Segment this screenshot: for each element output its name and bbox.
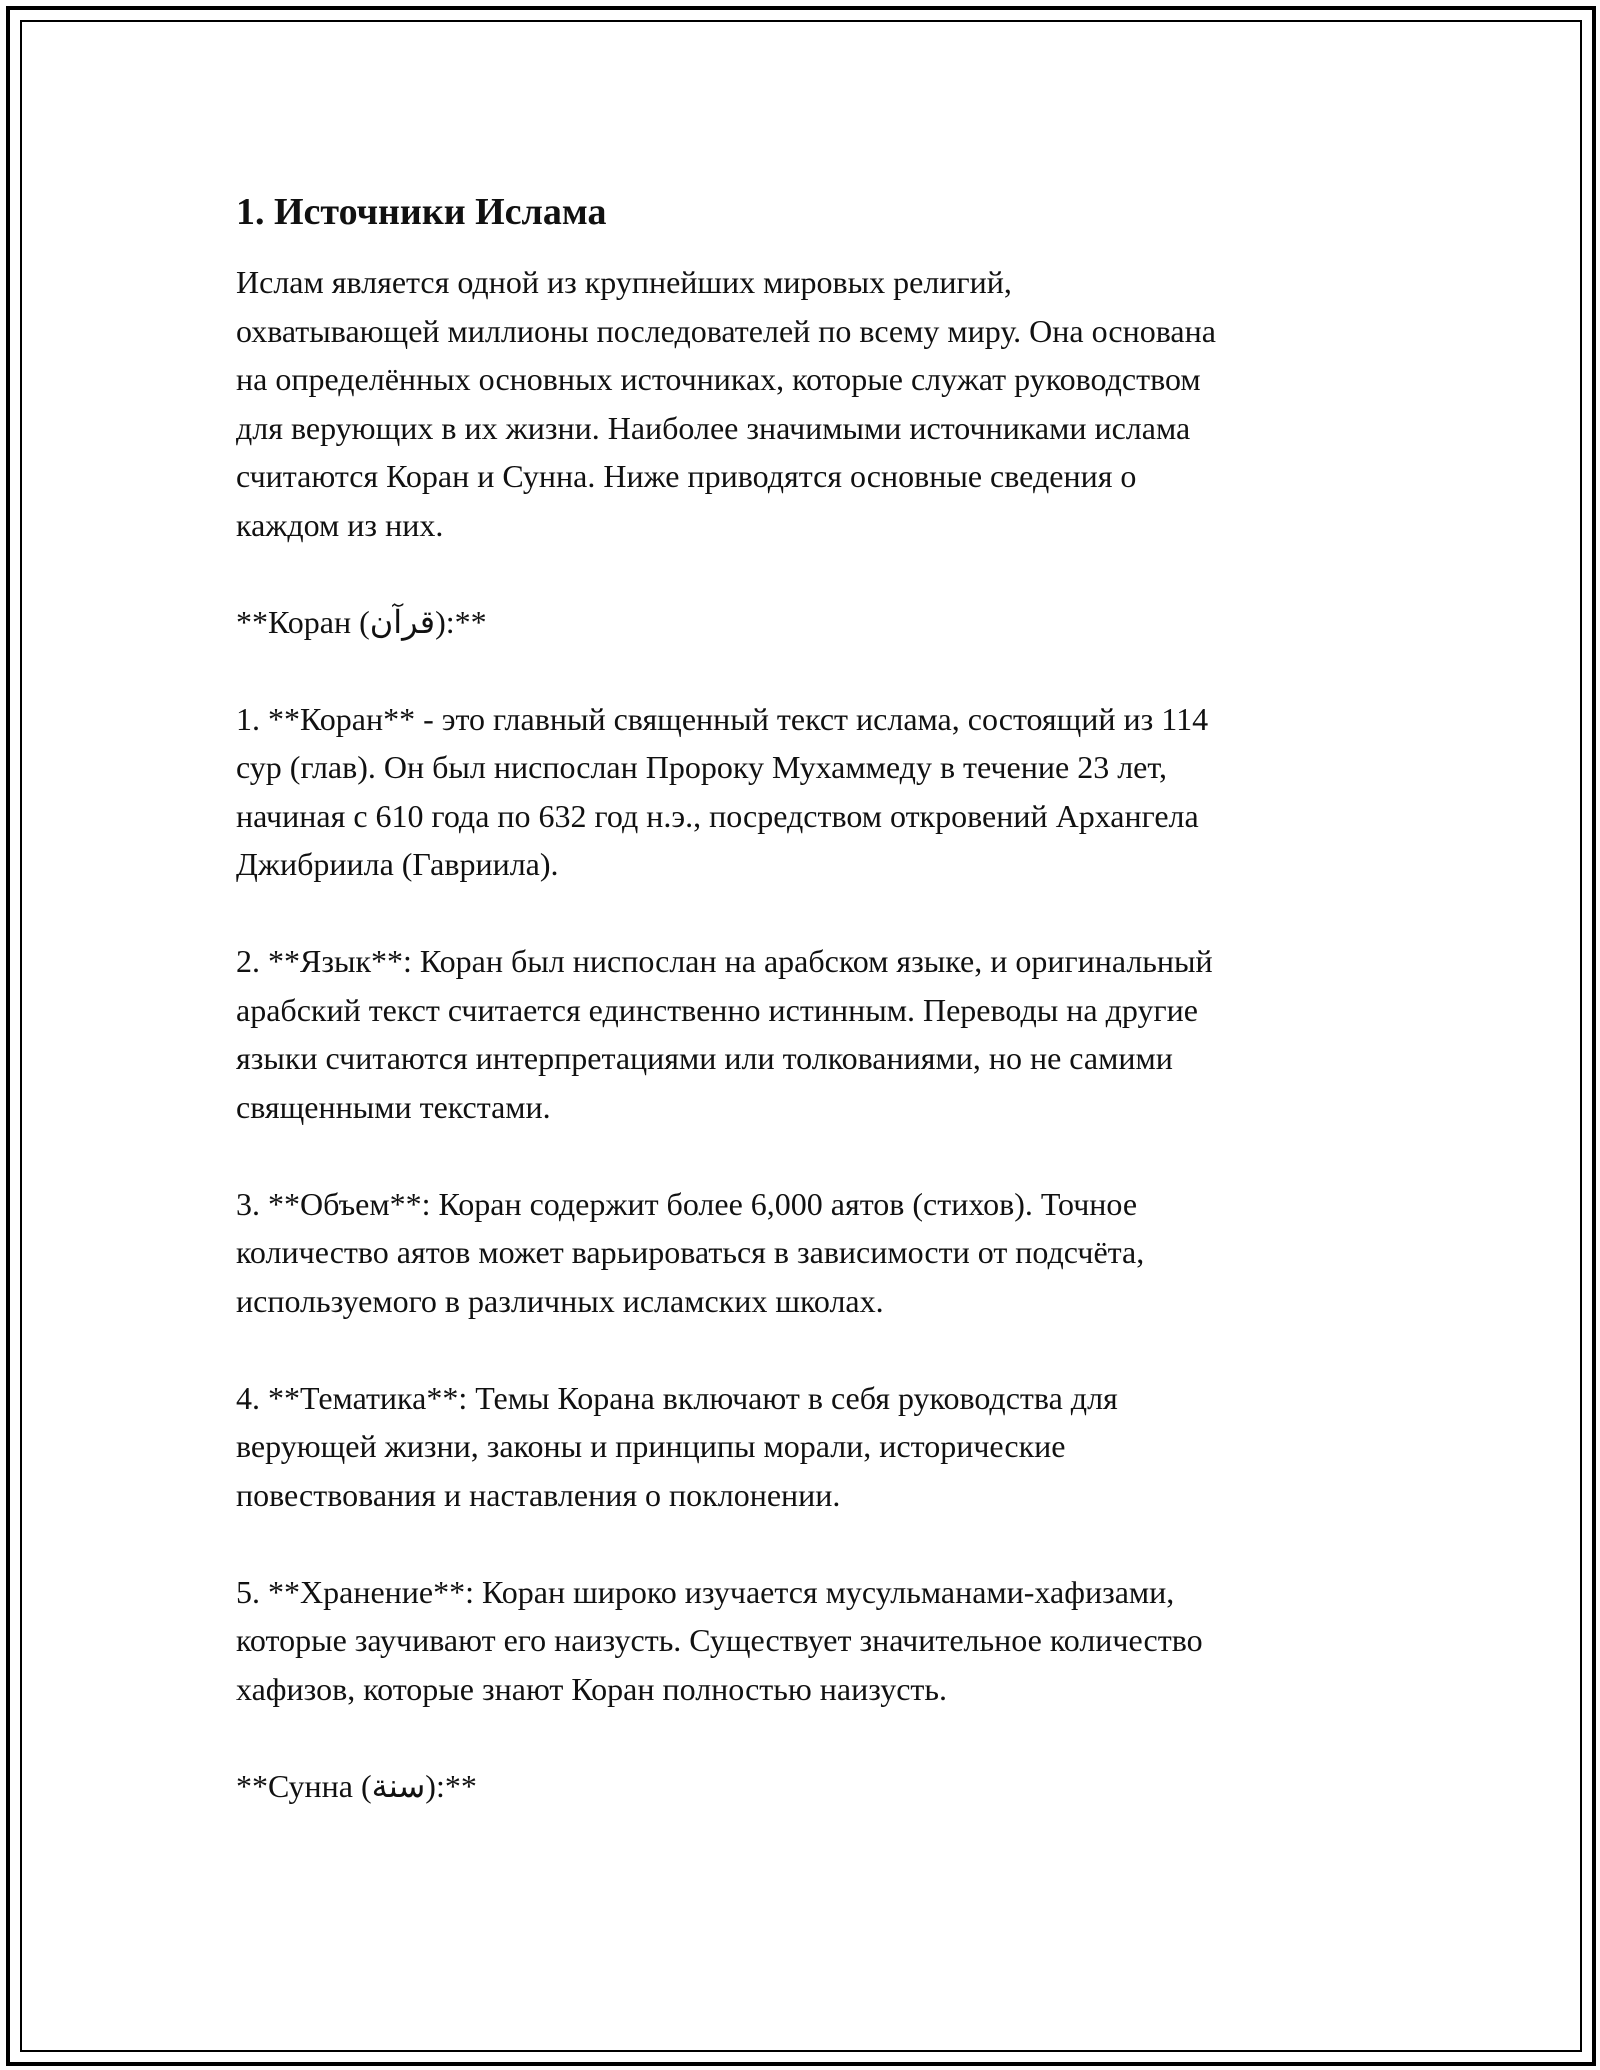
list-item-line: 3. **Объем**: Коран содержит более 6,000 аятов (стихов). Точное bbox=[236, 1185, 1138, 1222]
list-item-line: языки считаются интерпретациями или толкованиями, но не самими bbox=[236, 1040, 1173, 1076]
list-item-line: которые заучивают его наизусть. Существует значительное количество bbox=[236, 1622, 1203, 1658]
intro-line: каждом из них. bbox=[236, 506, 444, 543]
list-item-line: количество аятов может варьироваться в зависимости от подсчёта, bbox=[236, 1234, 1145, 1270]
list-item-line: повествования и наставления о поклонении. bbox=[236, 1476, 841, 1513]
intro-paragraph bbox=[236, 258, 1386, 549]
sunnah-heading-line bbox=[236, 1762, 1386, 1811]
list-item-line: начиная с 610 года по 632 год н.э., посредством откровений Архангела bbox=[236, 797, 1199, 834]
quran-heading-arabic: قرآن bbox=[369, 603, 436, 640]
list-item-line: хафизов, которые знают Коран полностью наизусть. bbox=[236, 1670, 947, 1707]
list-item-line: Джибриила (Гавриила). bbox=[236, 846, 559, 882]
list-item-line: священными текстами. bbox=[236, 1088, 551, 1125]
intro-line: охватывающей миллионы последователей по всему миру. Она основана bbox=[236, 312, 1216, 349]
list-item-line: 5. **Хранение**: Коран широко изучается мусульманами-хафизами, bbox=[236, 1573, 1175, 1610]
list-item-line: 4. **Тематика**: Темы Корана включают в себя руководства для bbox=[236, 1379, 1118, 1416]
list-item-3 bbox=[236, 1180, 1386, 1326]
list-item-2 bbox=[236, 937, 1386, 1131]
list-item-line: арабский текст считается единственно истинным. Переводы на другие bbox=[236, 991, 1198, 1028]
document-title: 1. Источники Ислама bbox=[236, 191, 607, 233]
sunnah-heading-suffix: ):** bbox=[425, 1767, 477, 1804]
quran-heading bbox=[236, 598, 1386, 647]
list-item-5 bbox=[236, 1568, 1386, 1714]
sunnah-heading-prefix: **Сунна ( bbox=[236, 1767, 372, 1804]
intro-line: считаются Коран и Сунна. Ниже приводятся основные сведения о bbox=[236, 458, 1137, 494]
quran-heading-line bbox=[236, 598, 1386, 647]
list-item-line: верующей жизни, законы и принципы морали, исторические bbox=[236, 1428, 1066, 1464]
intro-line: на определённых основных источниках, которые служат руководством bbox=[236, 361, 1201, 397]
list-item-line: 1. **Коран** - это главный священный текст ислама, состоящий из 114 bbox=[236, 700, 1209, 737]
quran-heading-suffix: ):** bbox=[435, 603, 487, 640]
list-item-1 bbox=[236, 695, 1386, 889]
list-item-line: сур (глав). Он был ниспослан Пророку Мухаммеду в течение 23 лет, bbox=[236, 749, 1167, 785]
intro-line: Ислам является одной из крупнейших мировых религий, bbox=[236, 264, 1012, 300]
quran-heading-prefix: **Коран ( bbox=[236, 603, 370, 640]
list-item-4 bbox=[236, 1374, 1386, 1520]
list-item-line: 2. **Язык**: Коран был ниспослан на арабском языке, и оригинальный bbox=[236, 943, 1213, 979]
document-body bbox=[236, 188, 1386, 1859]
intro-line: для верующих в их жизни. Наиболее значимыми источниками ислама bbox=[236, 409, 1191, 446]
sunnah-heading-arabic: سنة bbox=[371, 1767, 426, 1804]
list-item-line: используемого в различных исламских школах. bbox=[236, 1282, 884, 1319]
sunnah-heading bbox=[236, 1762, 1386, 1811]
